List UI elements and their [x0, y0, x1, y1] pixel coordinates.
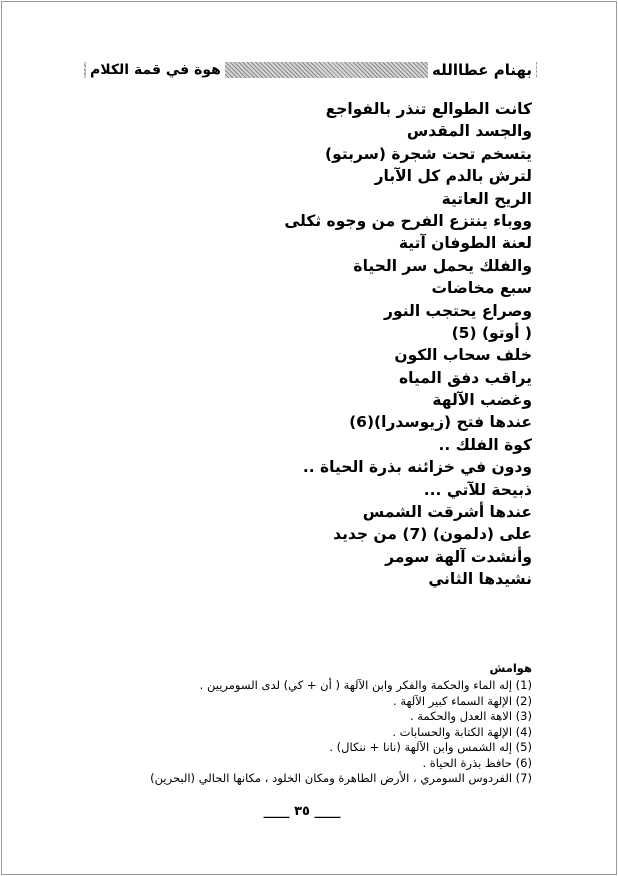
footnote-item: (4) الإلهة الكتابة والحسابات .	[392, 724, 532, 739]
poem-line: نشيدها الثاني	[428, 570, 532, 589]
poem-line: وأنشدت آلهة سومر	[385, 547, 532, 566]
poem-line: الريح العاتية	[441, 189, 532, 208]
poem-line: وصراع يحتجب النور	[384, 301, 532, 320]
footnote-item: (1) إله الماء والحكمة والفكر وابن الآلهة ( أن + كي) لدى السومريين .	[199, 678, 532, 692]
footnote-item: (5) إله الشمس وابن الآلهة (نانا + ننكال) .	[329, 740, 532, 754]
footnote-item: (6) حافظ بذرة الحياة .	[422, 755, 532, 770]
poem-line: خلف سحاب الكون	[394, 346, 532, 365]
poem-line: على (دلمون) (7) من جديد	[333, 525, 532, 544]
footnotes	[150, 660, 532, 787]
poem-line: لعنة الطوفان آتية	[398, 234, 532, 253]
poem-line: كوة الفلك ..	[438, 435, 532, 454]
poem-line: يتسخم تحت شجرة (سربتو)	[325, 144, 532, 163]
poem-line: ( أوتو) (5)	[451, 323, 532, 342]
page-number: ____ ٣٥ ____	[263, 804, 341, 819]
poem-line: كانت الطوالع تنذر بالفواجع	[325, 100, 532, 118]
poem	[202, 98, 532, 591]
footnotes-title: هوامش	[489, 661, 532, 675]
poem-line: سبع مخاضات	[431, 279, 532, 298]
poem-line: ووباء ينتزع الفرح من وجوه ثكلى	[284, 211, 532, 230]
footnote-item: (2) الإلهة السماء كبير الآلهة .	[393, 693, 532, 708]
poem-line: عندها أشرقت الشمس	[362, 503, 532, 522]
poem-line: وغضب الآلهة	[432, 391, 532, 410]
poem-line: عندها فتح (زيوسدرا)(6)	[349, 413, 532, 432]
poem-line: لترش بالدم كل الآبار	[374, 167, 532, 186]
footnotes-list	[150, 678, 532, 787]
footnote-item: (7) الفردوس السومري ، الأرض الطاهرة ومكان الخلود ، مكانها الحالي (البحرين)	[150, 771, 532, 785]
poem-line: والجسد المقدس	[406, 122, 532, 141]
footnote-item: (3) الاهة العدل والحكمة .	[409, 709, 532, 723]
poem-line: ودون في خزائنه بذرة الحياة ..	[302, 458, 532, 477]
poem-line: يراقب دفق المياه	[398, 368, 532, 387]
poem-line: والفلك يحمل سر الحياة	[353, 256, 532, 275]
header-author: بهنام عطاالله	[428, 60, 536, 80]
poem-line: ذبيحة للآتي ...	[423, 480, 532, 499]
header-title: هوة في قمة الكلام	[86, 60, 225, 80]
